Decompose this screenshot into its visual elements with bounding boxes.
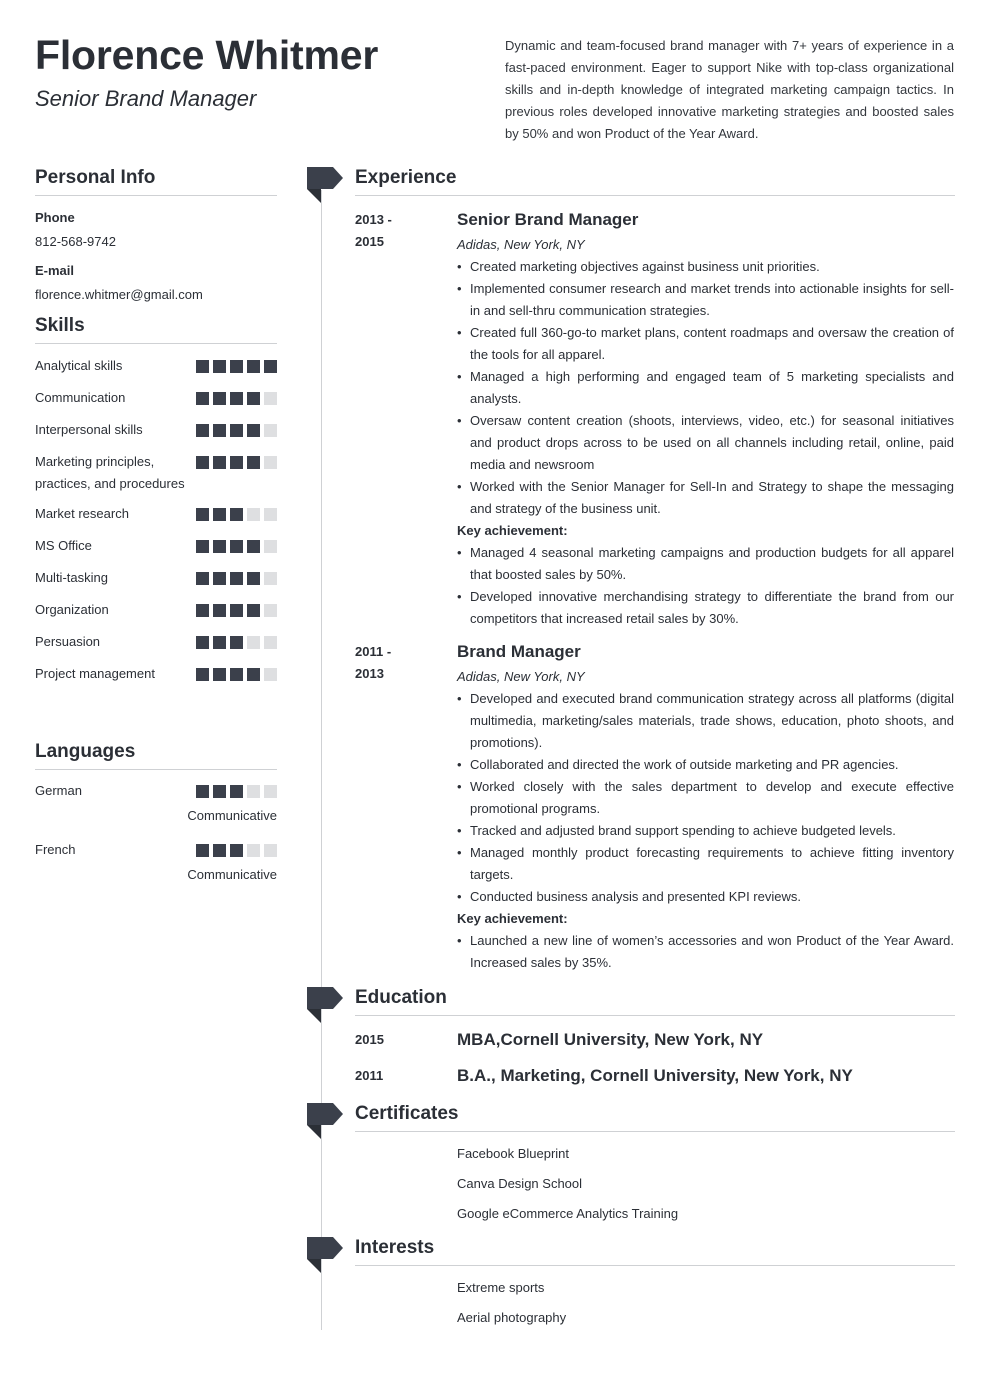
skill-row <box>35 387 277 409</box>
certificate-item: Canva Design School <box>457 1176 583 1191</box>
job-company: Adidas, New York, NY <box>457 669 585 684</box>
skill-level-meter <box>192 636 277 649</box>
list-item: • Developed innovative merchandising strategy to differentiate the brand from our competitors that increased retail sales by 30%. <box>457 586 954 630</box>
skill-name: Organization <box>35 602 109 617</box>
level-square-icon <box>247 392 260 405</box>
email-value: florence.whitmer@gmail.com <box>35 287 203 302</box>
level-square-icon <box>230 540 243 553</box>
skill-level-meter <box>192 540 277 553</box>
level-square-icon <box>230 668 243 681</box>
skill-row <box>35 503 277 525</box>
skills-heading: Skills <box>35 315 277 344</box>
interest-item: Aerial photography <box>457 1310 567 1325</box>
level-square-icon <box>264 456 277 469</box>
level-square-icon <box>230 360 243 373</box>
education-year: 2015 <box>355 1032 384 1047</box>
key-achievement-label: Key achievement: <box>457 523 568 538</box>
level-square-icon <box>196 668 209 681</box>
skill-row <box>35 535 277 557</box>
experience-section <box>355 167 955 196</box>
level-square-icon <box>247 844 260 857</box>
skill-level-meter <box>192 392 277 405</box>
profile-summary: Dynamic and team-focused brand manager with 7+ years of experience in a fast-paced environment. Eager to support Nike with top-class organizational skills and in-depth knowledge of integrated marketing campaign tactics. In previous roles developed innovative marketing strategies and boosted sales by 50% and won Product of the Year Award. <box>505 38 954 141</box>
job-company: Adidas, New York, NY <box>457 237 585 252</box>
level-square-icon <box>213 508 226 521</box>
skill-level-meter <box>192 604 277 617</box>
level-square-icon <box>264 785 277 798</box>
skill-name: Communication <box>35 390 126 405</box>
level-square-icon <box>196 636 209 649</box>
skill-row <box>35 631 277 653</box>
level-square-icon <box>247 785 260 798</box>
language-level-meter <box>192 785 277 798</box>
education-year: 2011 <box>355 1068 384 1083</box>
list-item: • Collaborated and directed the work of outside marketing and PR agencies. <box>457 754 954 776</box>
skill-level-meter <box>192 456 277 469</box>
language-row <box>35 839 277 886</box>
level-square-icon <box>196 424 209 437</box>
section-flag-icon <box>307 987 345 1025</box>
level-square-icon <box>196 785 209 798</box>
level-square-icon <box>213 636 226 649</box>
certificates-section <box>355 1103 955 1132</box>
level-square-icon <box>230 424 243 437</box>
level-square-icon <box>230 456 243 469</box>
job-title: Senior Brand Manager <box>457 210 639 229</box>
level-square-icon <box>264 424 277 437</box>
list-item: • Worked closely with the sales department to develop and execute effective promotional programs. <box>457 776 954 820</box>
languages-list <box>35 780 277 886</box>
list-item: • Managed a high performing and engaged team of 5 marketing specialists and analysts. <box>457 366 954 410</box>
level-square-icon <box>264 360 277 373</box>
list-item: • Conducted business analysis and presented KPI reviews. <box>457 886 954 908</box>
level-square-icon <box>230 636 243 649</box>
candidate-name: Florence Whitmer <box>35 32 379 78</box>
list-item: • Created marketing objectives against business unit priorities. <box>457 256 954 278</box>
interests-section <box>355 1237 955 1266</box>
job-duties-list <box>457 688 954 908</box>
languages-heading: Languages <box>35 741 277 770</box>
level-square-icon <box>196 572 209 585</box>
skill-name: Project management <box>35 666 155 681</box>
level-square-icon <box>213 540 226 553</box>
list-item: • Developed and executed brand communication strategy across all platforms (digital multimedia, marketing/sales materials, trade shows, education, photo shoots, and promotions). <box>457 688 954 754</box>
skill-name: MS Office <box>35 538 92 553</box>
level-square-icon <box>196 540 209 553</box>
level-square-icon <box>264 540 277 553</box>
level-square-icon <box>247 456 260 469</box>
level-square-icon <box>247 572 260 585</box>
education-degree: B.A., Marketing, Cornell University, New York, NY <box>457 1066 853 1085</box>
certificate-item: Google eCommerce Analytics Training <box>457 1206 679 1221</box>
list-item: • Managed 4 seasonal marketing campaigns and production budgets for all apparel that boosted sales by 50%. <box>457 542 954 586</box>
list-item: • Tracked and adjusted brand support spending to achieve budgeted levels. <box>457 820 954 842</box>
skill-name: Analytical skills <box>35 358 123 373</box>
experience-heading: Experience <box>355 167 955 196</box>
skill-name: Interpersonal skills <box>35 422 143 437</box>
level-square-icon <box>230 392 243 405</box>
interest-item: Extreme sports <box>457 1280 545 1295</box>
skill-name: Multi-tasking <box>35 570 108 585</box>
level-square-icon <box>230 604 243 617</box>
list-item: • Implemented consumer research and market trends into actionable insights for sell-in and sell-thru communication strategies. <box>457 278 954 322</box>
key-achievement-list <box>457 930 954 974</box>
language-name: German <box>35 783 82 798</box>
job-entry <box>355 209 955 630</box>
level-square-icon <box>196 392 209 405</box>
job-dates: 2011 - 2013 <box>355 644 392 681</box>
level-square-icon <box>230 785 243 798</box>
language-level-label: Communicative <box>187 867 277 882</box>
language-name: French <box>35 842 76 857</box>
list-item: • Managed monthly product forecasting requirements to achieve fitting inventory targets. <box>457 842 954 886</box>
level-square-icon <box>264 572 277 585</box>
level-square-icon <box>247 540 260 553</box>
level-square-icon <box>213 572 226 585</box>
level-square-icon <box>213 844 226 857</box>
skills-section <box>35 315 277 685</box>
skill-level-meter <box>192 508 277 521</box>
level-square-icon <box>213 456 226 469</box>
skill-level-meter <box>192 360 277 373</box>
timeline-line <box>321 190 322 1330</box>
key-achievement-label: Key achievement: <box>457 911 568 926</box>
level-square-icon <box>247 424 260 437</box>
key-achievement-list <box>457 542 954 630</box>
skill-row <box>35 663 277 685</box>
level-square-icon <box>230 508 243 521</box>
candidate-title: Senior Brand Manager <box>35 86 257 111</box>
email-label: E-mail <box>35 263 75 278</box>
language-level-meter <box>192 844 277 857</box>
job-title: Brand Manager <box>457 642 581 661</box>
level-square-icon <box>213 785 226 798</box>
list-item: • Created full 360-go-to market plans, content roadmaps and oversaw the creation of the tools for all apparel. <box>457 322 954 366</box>
skill-name: Market research <box>35 506 129 521</box>
skill-level-meter <box>192 424 277 437</box>
level-square-icon <box>247 668 260 681</box>
certificate-item: Facebook Blueprint <box>457 1146 570 1161</box>
skill-row <box>35 451 277 495</box>
skill-level-meter <box>192 572 277 585</box>
level-square-icon <box>213 604 226 617</box>
level-square-icon <box>247 508 260 521</box>
level-square-icon <box>196 360 209 373</box>
level-square-icon <box>213 668 226 681</box>
level-square-icon <box>264 392 277 405</box>
level-square-icon <box>213 424 226 437</box>
section-flag-icon <box>307 167 345 205</box>
language-row <box>35 780 277 827</box>
level-square-icon <box>196 508 209 521</box>
skill-level-meter <box>192 668 277 681</box>
skill-row <box>35 599 277 621</box>
level-square-icon <box>247 360 260 373</box>
skill-row <box>35 419 277 441</box>
level-square-icon <box>264 668 277 681</box>
education-heading: Education <box>355 987 955 1016</box>
level-square-icon <box>230 572 243 585</box>
level-square-icon <box>247 604 260 617</box>
skill-name: Marketing principles, practices, and procedures <box>35 454 185 491</box>
phone-label: Phone <box>35 210 75 225</box>
level-square-icon <box>264 844 277 857</box>
skills-list <box>35 355 277 685</box>
skill-row <box>35 567 277 589</box>
list-item: • Launched a new line of women’s accessories and won Product of the Year Award. Increased sales by 35%. <box>457 930 954 974</box>
education-section <box>355 987 955 1016</box>
level-square-icon <box>196 456 209 469</box>
list-item: • Worked with the Senior Manager for Sell-In and Strategy to shape the messaging and strategy of the business unit. <box>457 476 954 520</box>
section-flag-icon <box>307 1103 345 1141</box>
education-degree: MBA,Cornell University, New York, NY <box>457 1030 764 1049</box>
personal-info-heading: Personal Info <box>35 167 277 196</box>
personal-info-section <box>35 167 277 302</box>
section-flag-icon <box>307 1237 345 1275</box>
level-square-icon <box>230 844 243 857</box>
level-square-icon <box>264 508 277 521</box>
level-square-icon <box>196 604 209 617</box>
level-square-icon <box>247 636 260 649</box>
level-square-icon <box>213 360 226 373</box>
skill-row <box>35 355 277 377</box>
job-entry <box>355 641 955 974</box>
interests-heading: Interests <box>355 1237 955 1266</box>
level-square-icon <box>264 636 277 649</box>
job-dates: 2013 - 2015 <box>355 212 392 249</box>
languages-section <box>35 741 277 886</box>
list-item: • Oversaw content creation (shoots, interviews, video, etc.) for seasonal initiatives and product drops across to be used on all channels including retail, online, paid media and newsroom <box>457 410 954 476</box>
language-level-label: Communicative <box>187 808 277 823</box>
certificates-heading: Certificates <box>355 1103 955 1132</box>
phone-value: 812-568-9742 <box>35 234 116 249</box>
level-square-icon <box>196 844 209 857</box>
level-square-icon <box>264 604 277 617</box>
job-duties-list <box>457 256 954 520</box>
skill-name: Persuasion <box>35 634 101 649</box>
level-square-icon <box>213 392 226 405</box>
